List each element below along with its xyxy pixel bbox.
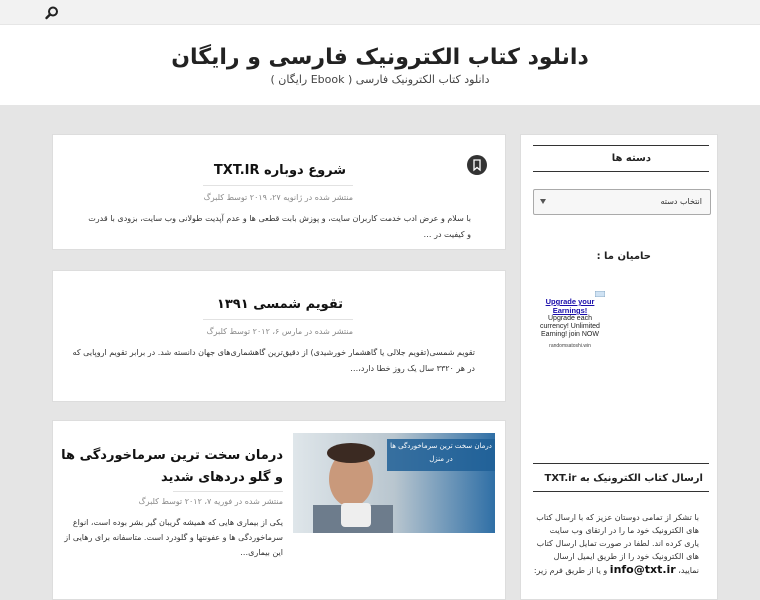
post-excerpt: با سلام و عرض ادب خدمت کاربران سایت، و پوزش بابت قطعی ها و عدم آپدیت طولانی وب سایت، بزودی با قدرت و کیفیت در … xyxy=(88,214,471,239)
categories-title: دسته ها xyxy=(611,153,651,164)
chevron-down-icon xyxy=(540,199,546,204)
sidebar xyxy=(520,134,718,600)
image-caption: درمان سخت ترین سرماخوردگی ها xyxy=(390,442,492,450)
search-icon[interactable] xyxy=(44,5,60,21)
post-thumbnail[interactable] xyxy=(293,433,495,533)
select-value: انتخاب دسته xyxy=(660,197,702,206)
post-title[interactable]: تقویم شمسی ۱۳۹۱ xyxy=(216,297,344,312)
site-header xyxy=(0,25,760,105)
site-title[interactable]: دانلود کتاب الکترونیک فارسی و رایگان xyxy=(171,45,589,70)
divider xyxy=(533,491,709,492)
post-meta: منتشر شده در ژانویه ۲۷، ۲۰۱۹ توسط کلبرگ xyxy=(203,193,353,202)
sponsors-title: حامیان ما : xyxy=(596,251,651,262)
post-title[interactable]: درمان سخت ترین سرماخوردگی ها و گلو دردهای شدید xyxy=(61,448,283,485)
post-excerpt: یکی از بیماری هایی که همیشه گریبان گیر بشر بوده است، انواع سرماخوردگی ها و عفونتها و گلودرد است. متاسفانه برای رهایی از این بیماری… xyxy=(64,518,283,557)
send-book-title: ارسال کتاب الکترونیک به TXT.ir xyxy=(544,473,703,484)
post-meta: منتشر شده در فوریه ۷، ۲۰۱۲ توسط کلبرگ xyxy=(138,497,283,506)
ad-link[interactable]: Upgrade your Earnings! xyxy=(545,297,595,315)
ad-text: Upgrade each currency! Unlimited Earning! join NOW xyxy=(540,315,600,338)
site-description: دانلود کتاب الکترونیک فارسی ( Ebook رایگان ) xyxy=(270,73,490,86)
post-card xyxy=(52,134,506,250)
post-meta: منتشر شده در مارس ۶، ۲۰۱۲ توسط کلبرگ xyxy=(206,327,353,336)
send-book-tail: و یا از طریق فرم زیر: xyxy=(533,566,608,575)
post-excerpt: تقویم شمسی(تقویم جلالی یا گاهشمار خورشیدی) از دقیق‌ترین گاهشماری‌های جهان دانسته شد. در برابر تقویم اروپایی که در هر ۳۳۲۰ سال یک روز خطا دارد،… xyxy=(72,348,475,373)
bookmark-icon xyxy=(467,155,487,175)
divider xyxy=(203,185,353,186)
send-book-body: با تشکر از تمامی دوستان عزیز که با ارسال کتاب های الکترونیک خود ما را در ارتقای وب سایت یاری کرده اند. لطفا در صورت تمایل ارسال کتاب های الکترونیک خود را از طریق ایمیل ارسال نمایید، xyxy=(536,513,699,575)
divider xyxy=(533,145,709,146)
top-bar xyxy=(0,0,760,25)
image-caption: در منزل xyxy=(429,455,453,463)
sponsor-ad[interactable] xyxy=(539,291,599,371)
divider xyxy=(533,463,709,464)
send-book-text xyxy=(533,511,699,577)
divider xyxy=(533,171,709,172)
contact-email[interactable]: info@txt.ir xyxy=(609,563,676,576)
category-select[interactable] xyxy=(533,189,711,215)
ad-domain: randomsatoshi.win xyxy=(549,343,591,349)
divider xyxy=(173,491,283,492)
post-card xyxy=(52,420,506,600)
post-title[interactable]: شروع دوباره TXT.IR xyxy=(213,163,347,178)
divider xyxy=(203,319,353,320)
post-card xyxy=(52,270,506,402)
